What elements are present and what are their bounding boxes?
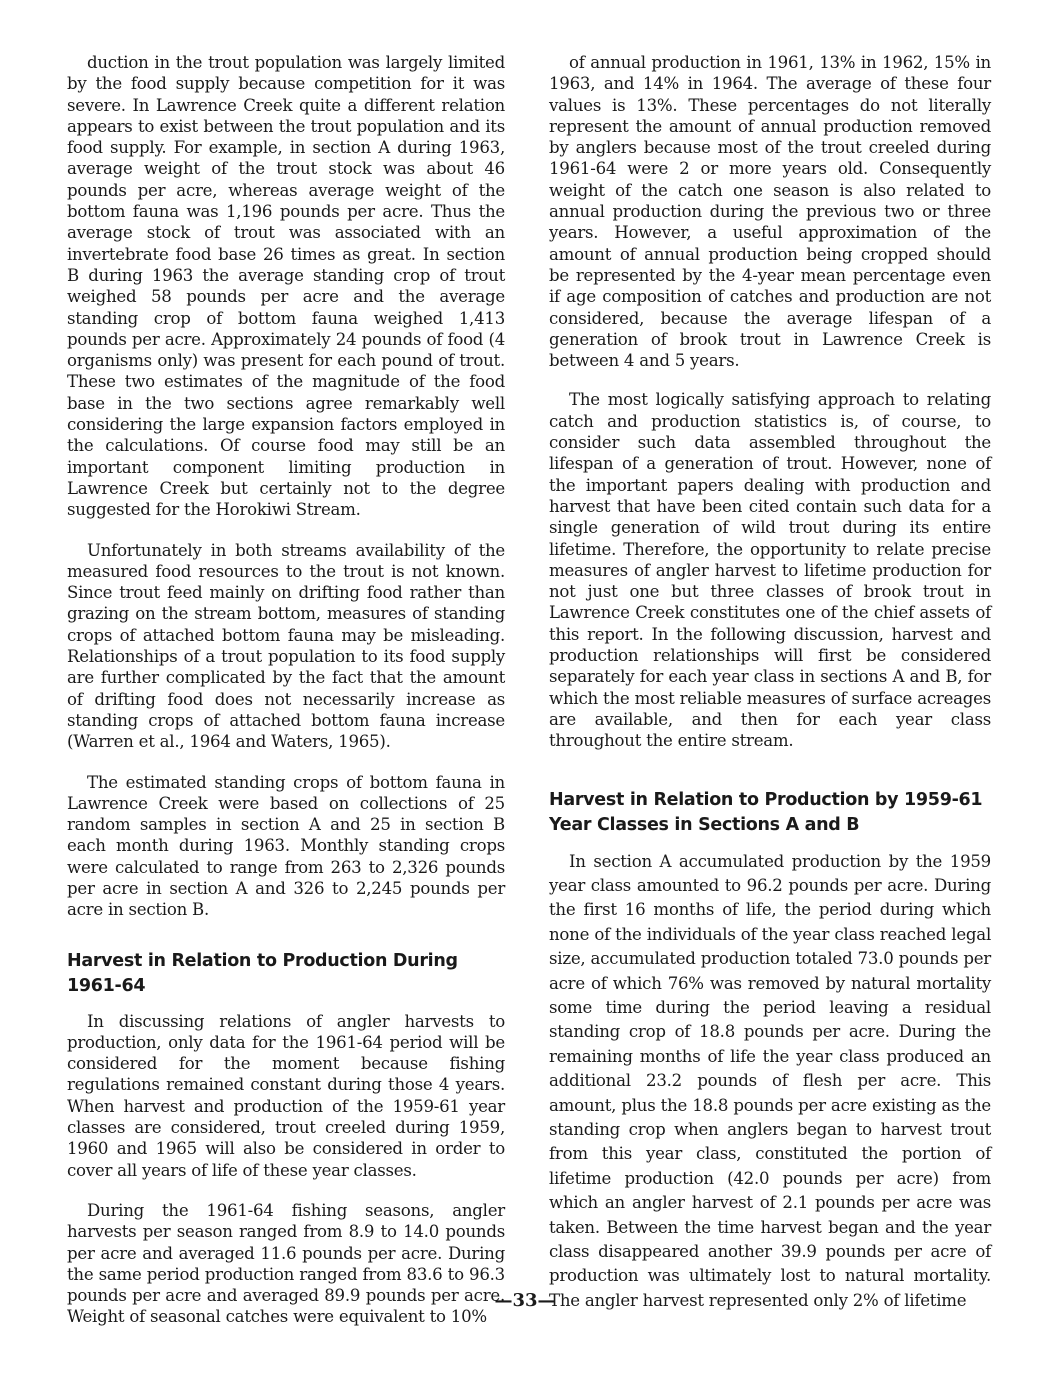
right-column: [549, 52, 991, 1313]
body-paragraph: During the 1961-64 fishing seasons, angler harvests per season ranged from 8.9 to 14.0 pounds per acre and averaged 11.6 pounds per acre. During the same period production ranged from 83.6 to 96.3 pounds per acre and averaged 89.9 pounds per acre. Weight of seasonal catches were equivalent to 10%: [67, 1200, 505, 1327]
body-paragraph: Unfortunately in both streams availability of the measured food resources to the trout is not known. Since trout feed mainly on drifting food rather than grazing on the stream bottom, measures of standing crops of attached bottom fauna may be misleading. Relationships of a trout population to its food supply are further complicated by the fact that the amount of drifting food does not necessarily increase as standing crops of attached bottom fauna increase (Warren et al., 1964 and Waters, 1965).: [67, 540, 505, 752]
body-paragraph: In section A accumulated production by the 1959 year class amounted to 96.2 pounds per acre. During the first 16 months of life, the period during which none of the individuals of the year class reached legal size, accumulated production totaled 73.0 pounds per acre of which 76% was removed by natural mortality some time during the period leaving a residual standing crop of 18.8 pounds per acre. During the remaining months of life the year class produced an additional 23.2 pounds of flesh per acre. This amount, plus the 18.8 pounds per acre existing as the standing crop when anglers began to harvest trout from this year class, constituted the portion of lifetime production (42.0 pounds per acre) from which an angler harvest of 2.1 pounds per acre was taken. Between the time harvest began and the year class disappeared another 39.9 pounds per acre of production was ultimately lost to natural mortality. The angler harvest represented only 2% of lifetime: [549, 851, 991, 1310]
section-heading: Harvest in Relation to Production by 1959-61 Year Classes in Sections A and B: [549, 789, 983, 835]
body-paragraph: In discussing relations of angler harvests to production, only data for the 1961-64 period will be considered for the moment because fishing regulations remained constant during those 4 years. When harvest and production of the 1959-61 year classes are considered, trout creeled during 1959, 1960 and 1965 will also be considered in order to cover all years of life of these year classes.: [67, 1011, 505, 1180]
section-heading: Harvest in Relation to Production During 1961-64: [67, 950, 458, 996]
left-column: [67, 52, 505, 1328]
body-paragraph: The estimated standing crops of bottom fauna in Lawrence Creek were based on collections of 25 random samples in section A and 25 in section B each month during 1963. Monthly standing crops were calculated to range from 263 to 2,326 pounds per acre in section A and 326 to 2,245 pounds per acre in section B.: [67, 772, 505, 920]
body-paragraph: duction in the trout population was largely limited by the food supply because competition for it was severe. In Lawrence Creek quite a different relation appears to exist between the trout population and its food supply. For example, in section A during 1963, average weight of the trout stock was about 46 pounds per acre, whereas average weight of the bottom fauna was 1,196 pounds per acre. Thus the average stock of trout was associated with an invertebrate food base 26 times as great. In section B during 1963 the average standing crop of trout weighed 58 pounds per acre and the average standing crop of bottom fauna weighed 1,413 pounds per acre. Approximately 24 pounds of food (4 organisms only) was present for each pound of trout. These two estimates of the magnitude of the food base in the two sections agree remarkably well considering the large expansion factors employed in the calculations. Of course food may still be an important component limiting production in Lawrence Creek but certainly not to the degree suggested for the Horokiwi Stream.: [67, 53, 505, 520]
page-number: —33—: [494, 1290, 556, 1311]
body-paragraph: of annual production in 1961, 13% in 1962, 15% in 1963, and 14% in 1964. The average of these four values is 13%. These percentages do not literally represent the amount of annual production removed by anglers because most of the trout creeled during 1961-64 were 2 or more years old. Consequently weight of the catch one season is also related to annual production during the previous two or three years. However, a useful approximation of the amount of annual production being cropped should be represented by the 4-year mean percentage even if age composition of catches and production are not considered, because the average lifespan of a generation of brook trout in Lawrence Creek is between 4 and 5 years.: [549, 53, 991, 371]
body-paragraph: The most logically satisfying approach to relating catch and production statistics is, of course, to consider such data assembled throughout the lifespan of a generation of trout. However, none of the important papers dealing with production and harvest that have been cited contain such data for a single generation of wild trout during its entire lifetime. Therefore, the opportunity to relate precise measures of angler harvest to lifetime production for not just one but three classes of brook trout in Lawrence Creek constitutes one of the chief assets of this report. In the following discussion, harvest and production relationships will first be considered separately for each year class in sections A and B, for which the most reliable measures of surface acreages are available, and then for each year class throughout the entire stream.: [549, 390, 991, 751]
